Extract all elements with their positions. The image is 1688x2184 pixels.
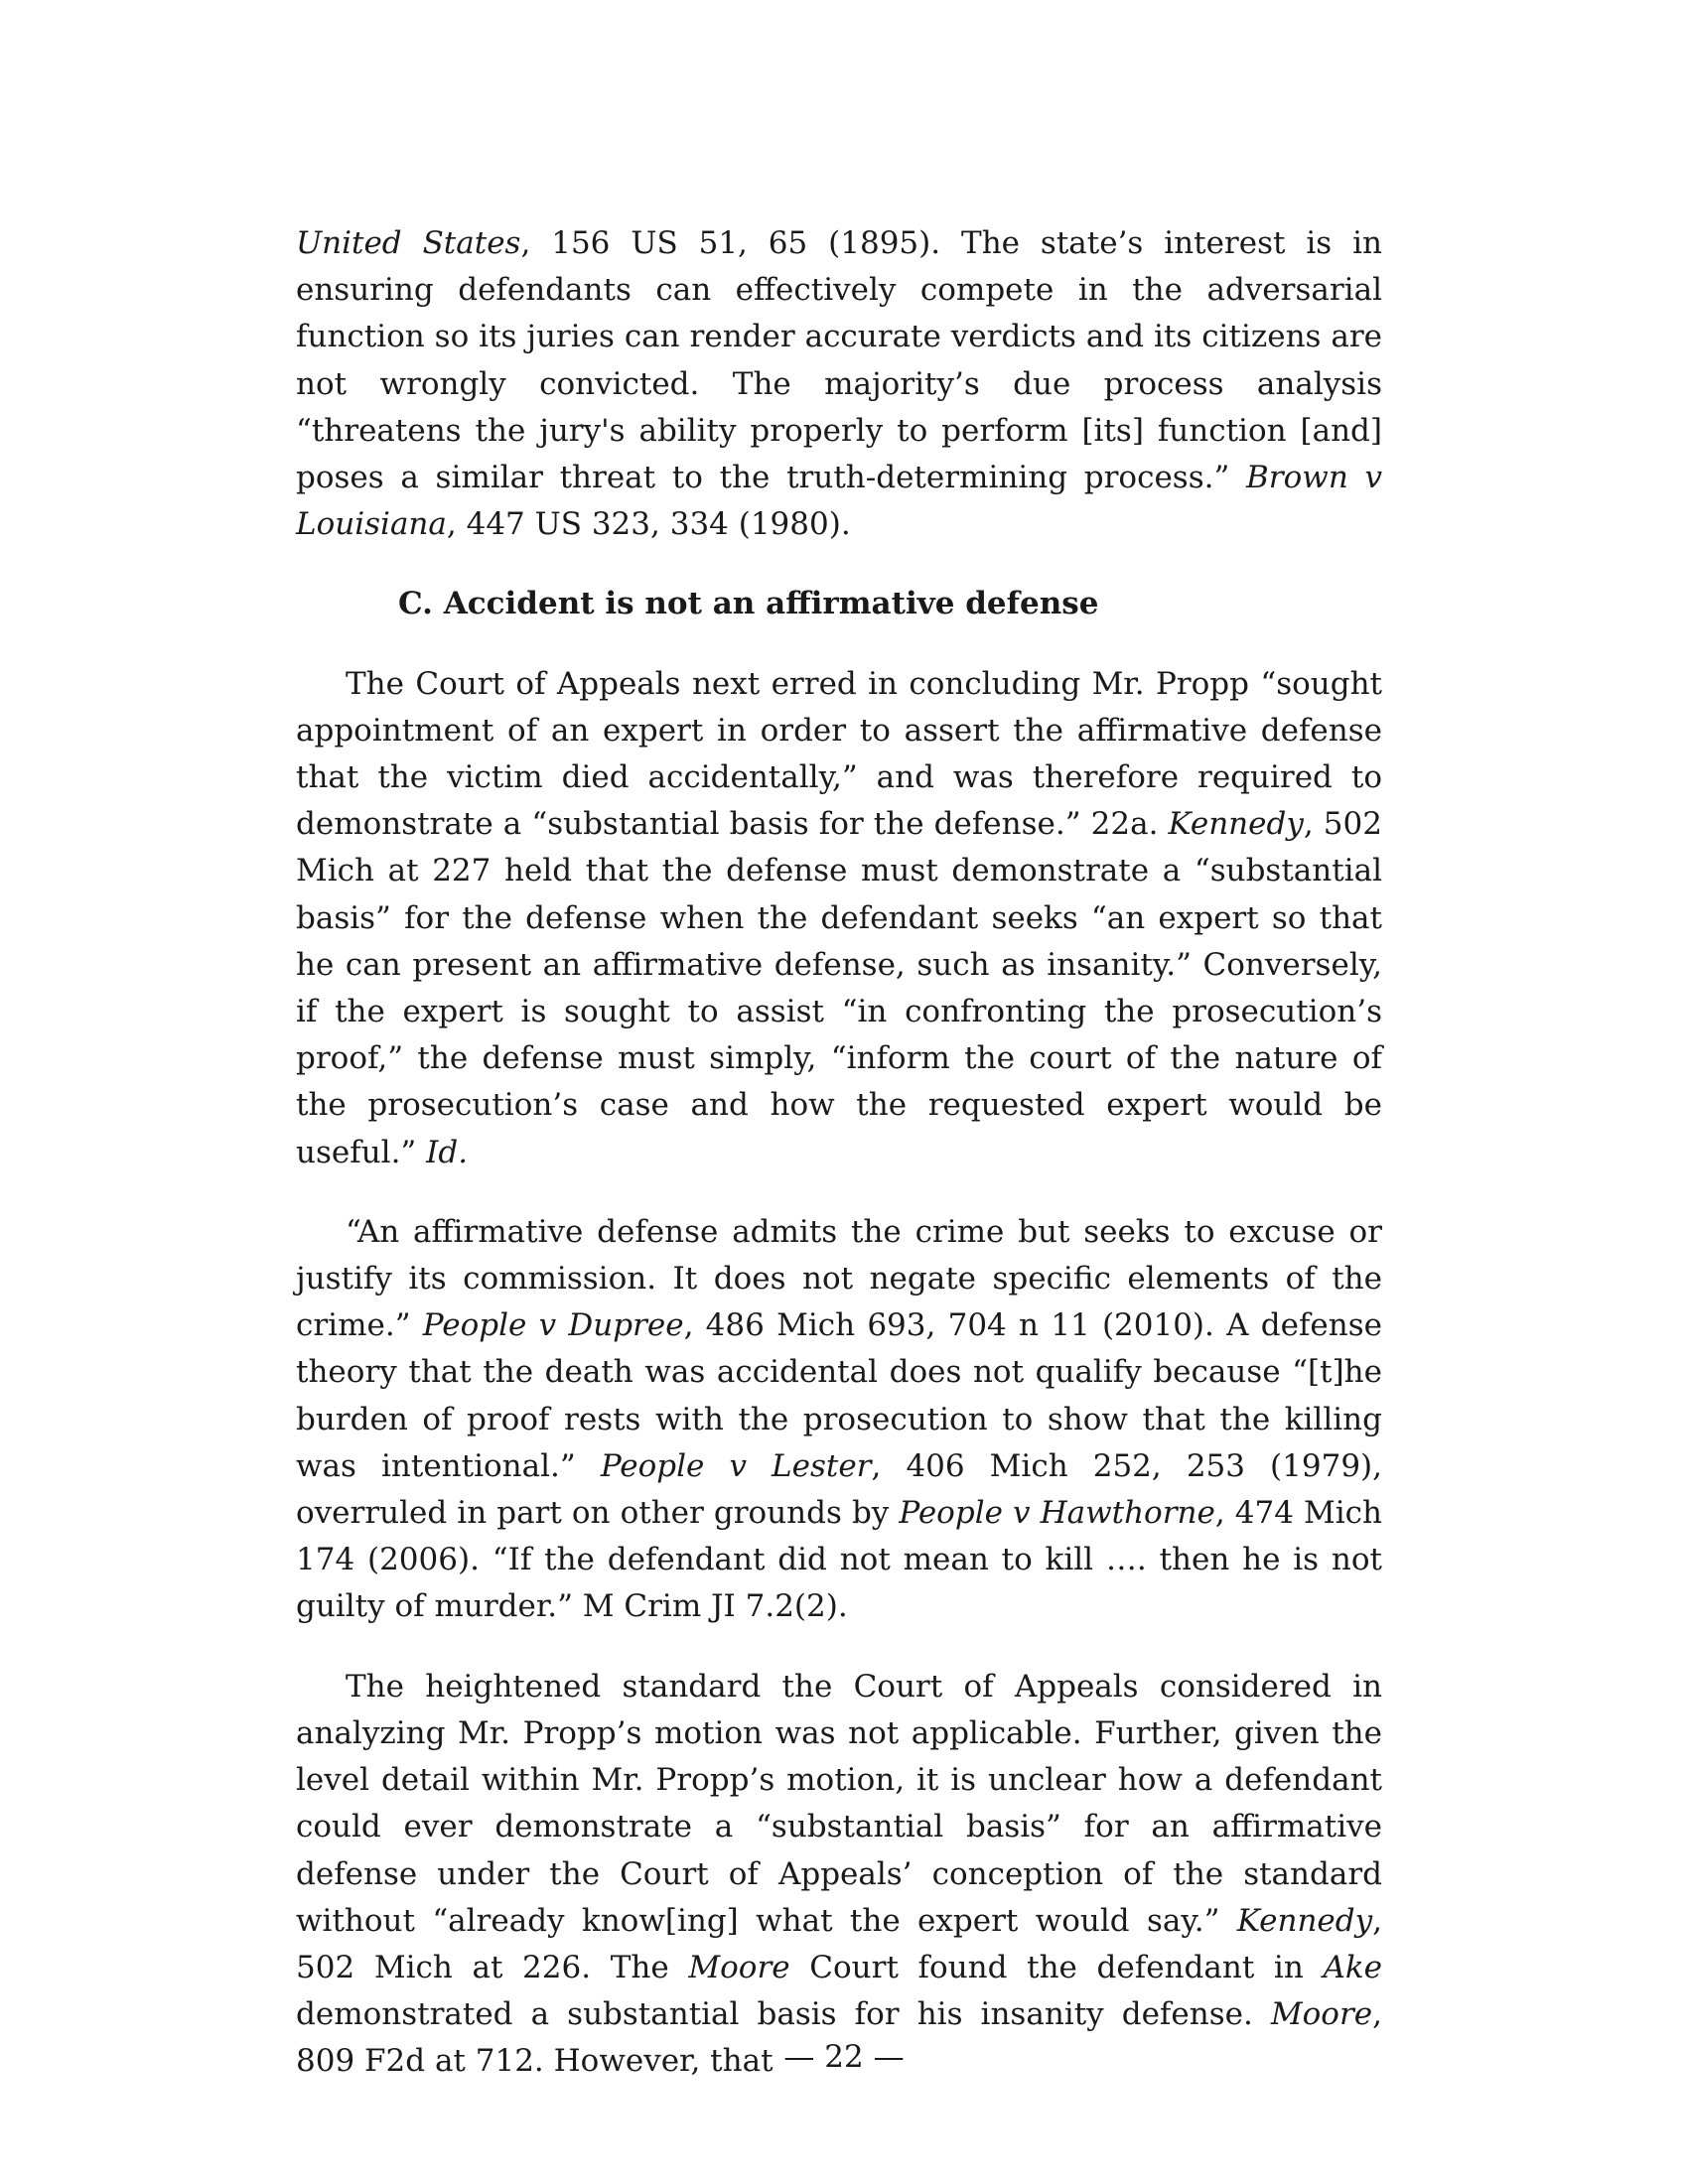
paragraph-court-of-appeals <box>296 661 1382 1176</box>
section-heading: C. Accident is not an affirmative defense <box>398 586 1099 622</box>
text-run: , 447 US 323, 334 (1980). <box>446 506 851 543</box>
paragraph-heightened-standard <box>296 1664 1382 2086</box>
text-run: , 156 US 51, 65 (1895). The state’s interest is in ensuring defendants can effectively compete in the adversarial function so its juries can render accurate verdicts and its citizens are not wrongly convicted. The majority’s due process analysis “threatens the jury's ability properly to perform [its] function [and] poses a similar threat to the truth-determining process.” <box>296 225 1382 496</box>
case-name: People v Lester <box>600 1447 872 1484</box>
case-name: People v Hawthorne <box>899 1495 1215 1532</box>
page-number: — 22 — <box>783 2039 905 2075</box>
case-name: Kennedy <box>1168 806 1304 843</box>
text-run: , 502 Mich at 227 held that the defense must demonstrate a “substantial basis” for the defense when the defendant seeks “an expert so that he can present an affirmative defense, such as insanity.” Conversely, if the expert is sought to assist “in confronting the prosecution’s proof,” the defense must simply, “inform the court of the nature of the prosecution’s case and how the requested expert would be useful.” <box>296 806 1382 1170</box>
case-name: Moore <box>688 1949 790 1985</box>
text-run: , 406 Mich 252, 253 (1979), overruled in part on other grounds by <box>296 1447 1382 1532</box>
case-name: Brown v Louisiana <box>296 460 1382 543</box>
text-run: The Court of Appeals next erred in concluding Mr. Propp “sought appointment of an expert in order to assert the affirmative defense that the victim died accidentally,” and was therefore required to demonstrate a “substantial basis for the defense.” 22a. <box>296 665 1382 843</box>
case-name: People v Dupree <box>422 1307 684 1344</box>
case-name: Moore <box>1270 1996 1373 2033</box>
text-run: , 474 Mich 174 (2006). “If the defendant did not mean to kill …. then he is not guilty of murder.” M Crim JI 7.2(2). <box>296 1495 1382 1625</box>
text-run: The heightened standard the Court of Appeals considered in analyzing Mr. Propp’s motion was not applicable. Further, given the level detail within Mr. Propp’s motion, it is unclear how a defendant could ever demonstrate a “substantial basis” for an affirmative defense under the Court of Appeals’ conception of the standard without “already know[ing] what the expert would say.” <box>296 1668 1382 1939</box>
citation-id: Id. <box>426 1134 469 1170</box>
case-name: Ake <box>1323 1949 1382 1985</box>
text-run: , 486 Mich 693, 704 n 11 (2010). A defense theory that the death was accidental does not qualify because “[t]he burden of proof rests with the prosecution to show that the killing was intentional.” <box>296 1307 1382 1484</box>
text-run: “An affirmative defense admits the crime but seeks to excuse or justify its commission. It does not negate specific elements of the crime.” <box>296 1213 1382 1344</box>
text-run: Court found the defendant in <box>789 1949 1324 1985</box>
case-name: United States <box>296 225 521 261</box>
paragraph-affirmative-defense <box>296 1209 1382 1631</box>
case-name: Kennedy <box>1236 1902 1373 1939</box>
text-run: demonstrated a substantial basis for his insanity defense. <box>296 1996 1271 2033</box>
document-page <box>296 220 1382 2086</box>
text-run: , 502 Mich at 226. The <box>296 1902 1382 1985</box>
text-run: , 809 F2d at 712. However, that <box>296 1996 1382 2080</box>
paragraph-opening <box>296 220 1382 548</box>
